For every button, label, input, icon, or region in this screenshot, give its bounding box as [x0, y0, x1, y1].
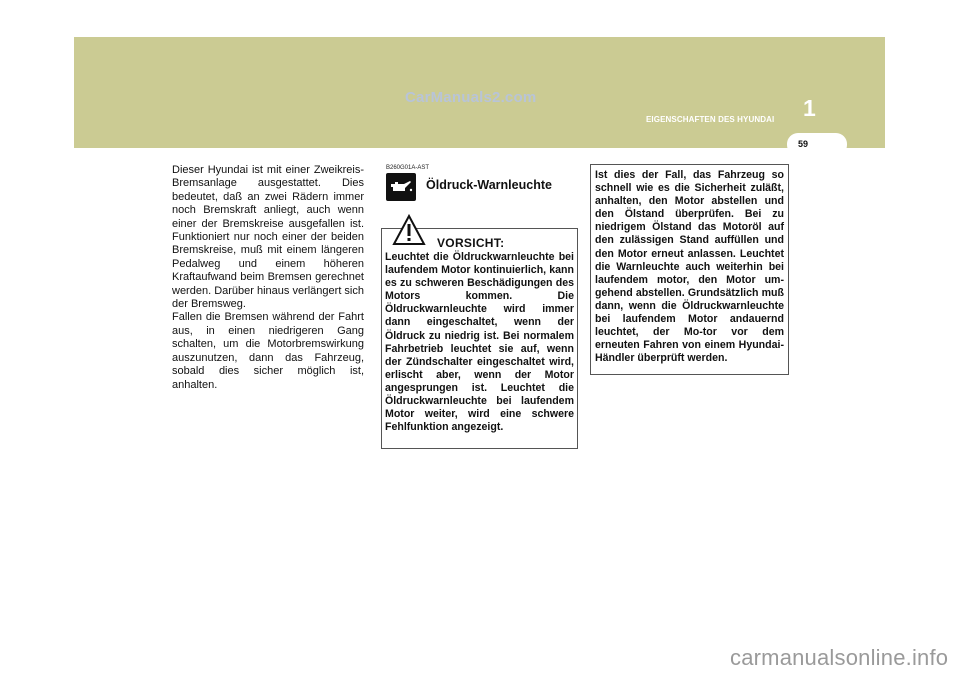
warning-title: VORSICHT:: [437, 236, 505, 250]
site-watermark-link[interactable]: CarManuals2.com: [405, 89, 537, 106]
warning-triangle-icon: [392, 214, 426, 251]
page-number: 59: [798, 139, 809, 149]
info-text: Ist dies der Fall, das Fahrzeug so schnell wie es die Sicherheit zuläßt, anhalten, den Motor abstellen und den Ölstand überprüfen. Bei zu niedrigem Ölstand das Motoröl auf den zulässigen Stand auffüllen und den Motor erneut anlassen. Leuchtet die Warnleuchte auch weiterhin bei laufendem motor, den Motor um-gehend abstellen. Grundsätzlich muß dann, wenn die Öldruckwarnleuchte bei laufendem Motor andauernd leuchtet, der Mo-tor vor dem erneuten Fahren von einem Hyundai-Händler überprüft werden.: [595, 169, 784, 365]
page-number-tab: [787, 133, 847, 156]
section-heading: Öldruck-Warnleuchte: [426, 178, 552, 192]
footer-watermark-link[interactable]: carmanualsonline.info: [730, 645, 949, 670]
section-code: B260G01A-AST: [386, 165, 430, 171]
chapter-number: 1: [803, 95, 816, 121]
brake-paragraph-2: Fallen die Bremsen während der Fahrt aus, in einen niedrigeren Gang schalten, um die Motorbremswirkung auszunutzen, dann das Fahrzeug, sobald dies sicher möglich ist, anhalten.: [172, 311, 364, 391]
brake-paragraph-1: Dieser Hyundai ist mit einer Zweikreis-Bremsanlage ausgestattet. Dies bedeutet, daß an zwei Rädern immer noch Bremskraft anliegt, auch wenn einer der Bremskreise ausgefallen ist. Funktioniert nur noch einer der beiden Bremskreise, muß mit einem längeren Pedalweg und einem höheren Kraftaufwand beim Bremsen gerechnet werden. Darüber hinaus verlängert sich der Bremsweg.: [172, 164, 364, 311]
warning-text: Leuchtet die Öldruckwarnleuchte bei laufendem Motor kontinuierlich, kann es zu schweren Beschädigungen des Motors kommen. Die Öldruckwarnleuchte wird immer dann eingeschaltet, wenn der Öldruck zu niedrig ist. Bei normalem Fahrbetrieb leuchtet sie auf, wenn der Zündschalter eingeschaltet wird, erlischt aber, wenn der Motor angesprungen ist. Leuchtet die Öldruckwarnleuchte bei laufendem Motor weiter, wird eine schwere Fehlfunktion angezeigt.: [385, 251, 574, 434]
chapter-title: EIGENSCHAFTEN DES HYUNDAI: [646, 115, 775, 124]
oil-can-icon: [386, 173, 416, 201]
brake-info-column: [172, 164, 364, 392]
